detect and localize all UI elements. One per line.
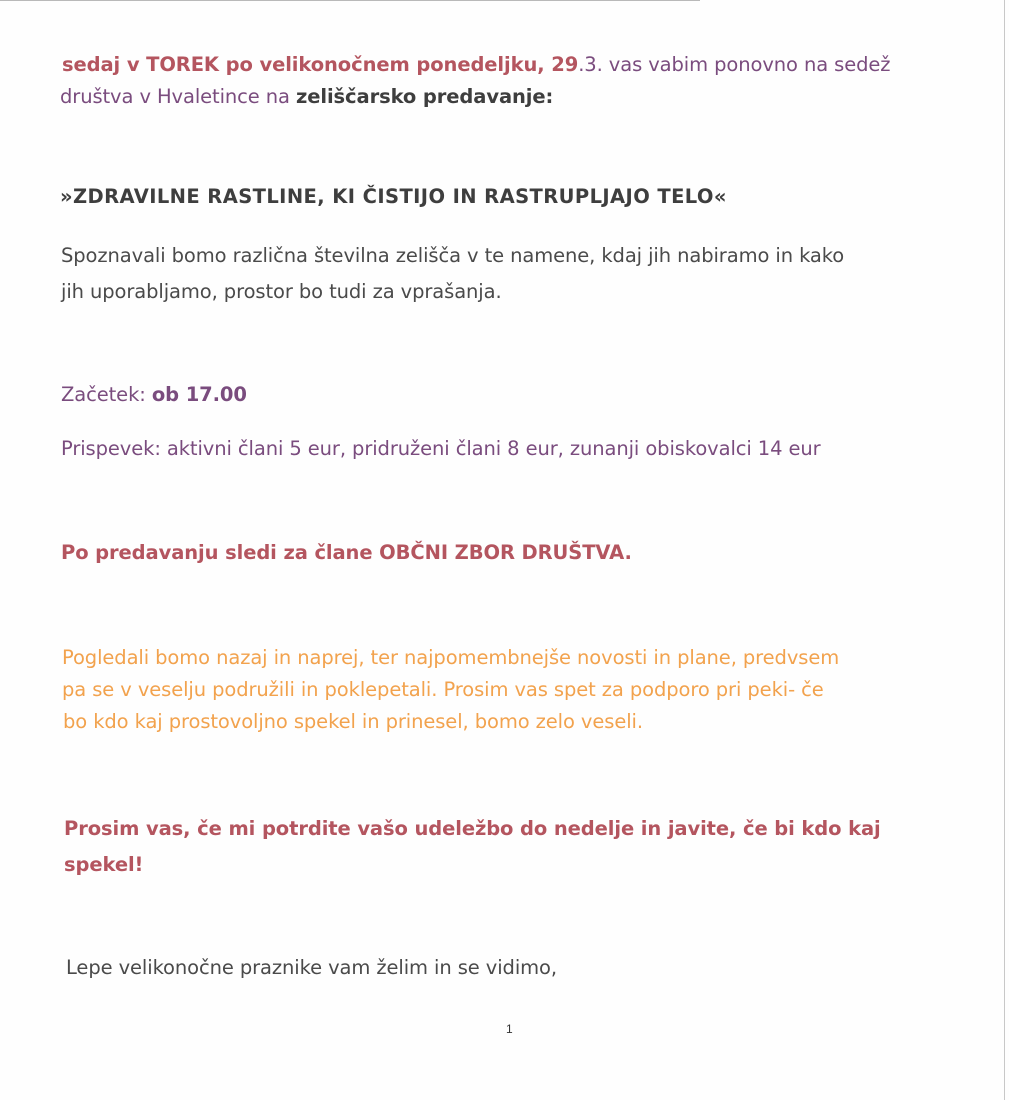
closing-greeting: Lepe velikonočne praznike vam želim in se vidimo, xyxy=(66,956,557,979)
lecture-title: »ZDRAVILNE RASTLINE, KI ČISTIJO IN RASTRUPLJAJO TELO« xyxy=(60,185,727,208)
intro-text: .3. vas vabim ponovno na sedež xyxy=(578,53,891,76)
start-time xyxy=(61,385,247,405)
start-label: Začetek: xyxy=(61,383,152,406)
intro-lecture-type: zeliščarsko predavanje: xyxy=(296,85,554,108)
scan-edge-right xyxy=(1004,0,1005,1100)
assembly-notice: Po predavanju sledi za člane OBČNI ZBOR DRUŠTVA. xyxy=(61,541,632,564)
plans-line-3: bo kdo kaj prostovoljno spekel in prinesel, bomo zelo veseli. xyxy=(63,710,643,733)
rsvp-line-2: spekel! xyxy=(64,853,144,876)
rsvp-line-1: Prosim vas, če mi potrdite vašo udeležbo do nedelje in javite, če bi kdo kaj xyxy=(64,817,881,840)
lecture-description-line-1: Spoznavali bomo različna številna zelišča v te namene, kdaj jih nabiramo in kako xyxy=(61,244,845,267)
plans-line-1: Pogledali bomo nazaj in naprej, ter najpomembnejše novosti in plane, predvsem xyxy=(62,646,840,669)
page-number: 1 xyxy=(506,1022,513,1036)
start-value: ob 17.00 xyxy=(151,383,247,406)
intro-line-1 xyxy=(62,55,890,75)
intro-location: društva v Hvaletince na xyxy=(60,85,296,108)
intro-highlight: sedaj v TOREK po velikonočnem ponedeljku, 29 xyxy=(62,53,579,76)
intro-line-2 xyxy=(60,87,553,107)
lecture-description-line-2: jih uporabljamo, prostor bo tudi za vprašanja. xyxy=(61,280,502,303)
fee-info: Prispevek: aktivni člani 5 eur, pridruženi člani 8 eur, zunanji obiskovalci 14 eur xyxy=(61,437,821,460)
scan-edge-top xyxy=(0,0,700,1)
plans-line-2: pa se v veselju podružili in poklepetali. Prosim vas spet za podporo pri peki- če xyxy=(62,678,824,701)
